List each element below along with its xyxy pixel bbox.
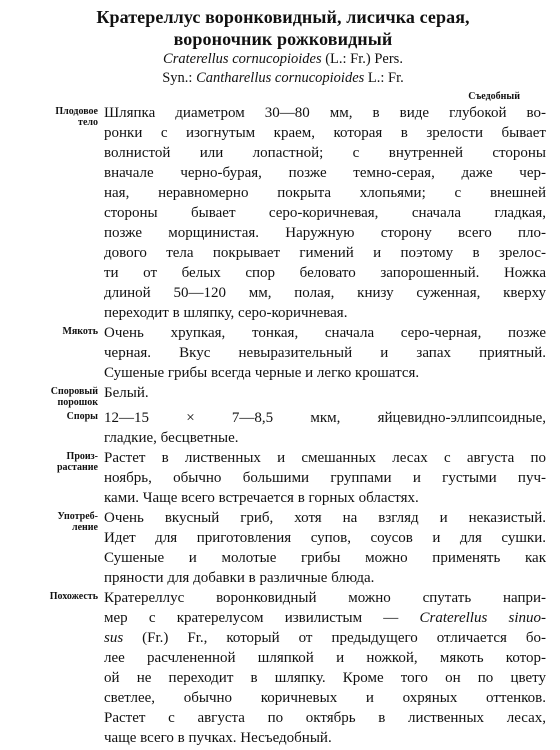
section-text-habitat <box>98 448 546 508</box>
section-label-part: тело <box>78 117 98 128</box>
text-line: стороны бывает серо-коричневая, сначала гладкая, <box>104 205 546 221</box>
section-label-part: Споры <box>66 411 98 422</box>
text-line: лее расчлененной шляпкой и ножкой, мякоть котор- <box>104 650 546 666</box>
text-line: ронки с изогнутым краем, которая в зрелости бывает <box>104 125 546 141</box>
text-line: ти от белых спор беловато запорошенный. Ножка <box>104 265 546 281</box>
text-line: черная. Вкус невыразительный и запах приятный. <box>104 345 546 361</box>
text-line: Шляпка диаметром 30—80 мм, в виде глубокой во- <box>104 105 546 121</box>
text-line: ками. Чаще всего встречается в горных областях. <box>104 490 419 506</box>
edibility-label: Съедобный <box>468 91 520 102</box>
text-line: Очень вкусный гриб, хотя на взгляд и неказистый. <box>104 510 546 526</box>
section-label-part: Произ- <box>66 451 98 462</box>
text-line: Сушеные грибы всегда черные и легко крошатся. <box>104 365 420 381</box>
text-line: Кратереллус воронковидный можно спутать напри- <box>104 590 546 606</box>
section-usage <box>20 508 546 588</box>
section-habitat <box>20 448 546 508</box>
section-label-part: порошок <box>57 397 98 408</box>
section-label-part: растание <box>57 462 98 473</box>
synonym-italic: Cantharellus cornucopioides <box>196 70 365 86</box>
text-line: переходит в шляпку, серо-коричневая. <box>104 305 348 321</box>
text-line: Очень хрупкая, тонкая, сначала серо-черная, позже <box>104 325 546 341</box>
section-label-part: Мякоть <box>62 326 98 337</box>
latin-name-author: (L.: Fr.) Pers. <box>321 51 403 67</box>
section-text-fruit-body <box>98 103 546 323</box>
section-label-habitat <box>20 448 98 473</box>
text-line: дового тела покрывает гимений и поэтому в зрелос- <box>104 245 546 261</box>
section-text-usage <box>98 508 546 588</box>
text-line: светлее, обычно коричневых и охряных оттенков. <box>104 690 546 706</box>
text-line: ой не переходит в шляпку. Кроме того он по цвету <box>104 670 546 686</box>
text-line: ноябрь, обычно большими группами и густыми пуч- <box>104 470 546 486</box>
section-similarity <box>20 588 546 748</box>
section-spores <box>20 408 546 448</box>
text-line: sus (Fr.) Fr., который от предыдущего отличается бо- <box>104 630 546 646</box>
text-line: 12—15 × 7—8,5 мкм, яйцевидно-эллипсоидные, <box>104 410 546 426</box>
text-line: Растет в лиственных и смешанных лесах с августа по <box>104 450 546 466</box>
title-line-1: Кратереллус воронковидный, лисичка серая, <box>96 7 470 27</box>
text-line: Белый. <box>104 385 149 401</box>
synonym-author: L.: Fr. <box>364 70 404 86</box>
section-label-part: Употреб- <box>57 511 98 522</box>
section-label-part: Споровый <box>50 386 98 397</box>
text-line: позже морщинистая. Наружную сторону всего пло- <box>104 225 546 241</box>
section-text-similarity <box>98 588 546 748</box>
section-label-spore-print <box>20 383 98 408</box>
section-flesh <box>20 323 546 383</box>
latin-name <box>20 50 546 69</box>
text-line: Растет с августа по октябрь в лиственных лесах, <box>104 710 546 726</box>
text-line: ная, неравномерно покрыта хлопьями; с внешней <box>104 185 546 201</box>
section-label-spores <box>20 408 98 422</box>
section-fruit-body <box>20 103 546 323</box>
text-line: Идет для приготовления супов, соусов и для сушки. <box>104 530 546 546</box>
section-label-part: Плодовое <box>55 106 98 117</box>
latin-name-italic: Craterellus cornucopioides <box>163 51 322 67</box>
section-label-part: ление <box>71 522 98 533</box>
title-line-2: вороночник рожковидный <box>173 29 393 49</box>
synonym <box>20 69 546 88</box>
text-line: пряности для добавки в различные блюда. <box>104 570 375 586</box>
text-line: Сушеные и молотые грибы можно применять как <box>104 550 546 566</box>
text-line: вначале черно-бурая, позже темно-серая, даже чер- <box>104 165 546 181</box>
synonym-prefix: Syn.: <box>162 70 197 86</box>
section-text-spores <box>98 408 546 448</box>
article-title <box>20 6 546 50</box>
text-line: длиной 50—120 мм, полая, книзу суженная, кверху <box>104 285 546 301</box>
section-label-similarity <box>20 588 98 602</box>
text-line: гладкие, бесцветные. <box>104 430 239 446</box>
text-line: мер с кратерелусом извилистым — Craterellus sinuo- <box>104 610 546 626</box>
description-sections <box>20 103 546 748</box>
section-label-fruit-body <box>20 103 98 128</box>
section-label-flesh <box>20 323 98 337</box>
text-line: чаще всего в пучках. Несъедобный. <box>104 730 332 746</box>
text-line: волнистой или лопастной; с внутренней стороны <box>104 145 546 161</box>
section-label-usage <box>20 508 98 533</box>
section-text-flesh <box>98 323 546 383</box>
section-spore-print <box>20 383 546 408</box>
section-text-spore-print <box>98 383 546 403</box>
section-label-part: Похожесть <box>49 591 98 602</box>
